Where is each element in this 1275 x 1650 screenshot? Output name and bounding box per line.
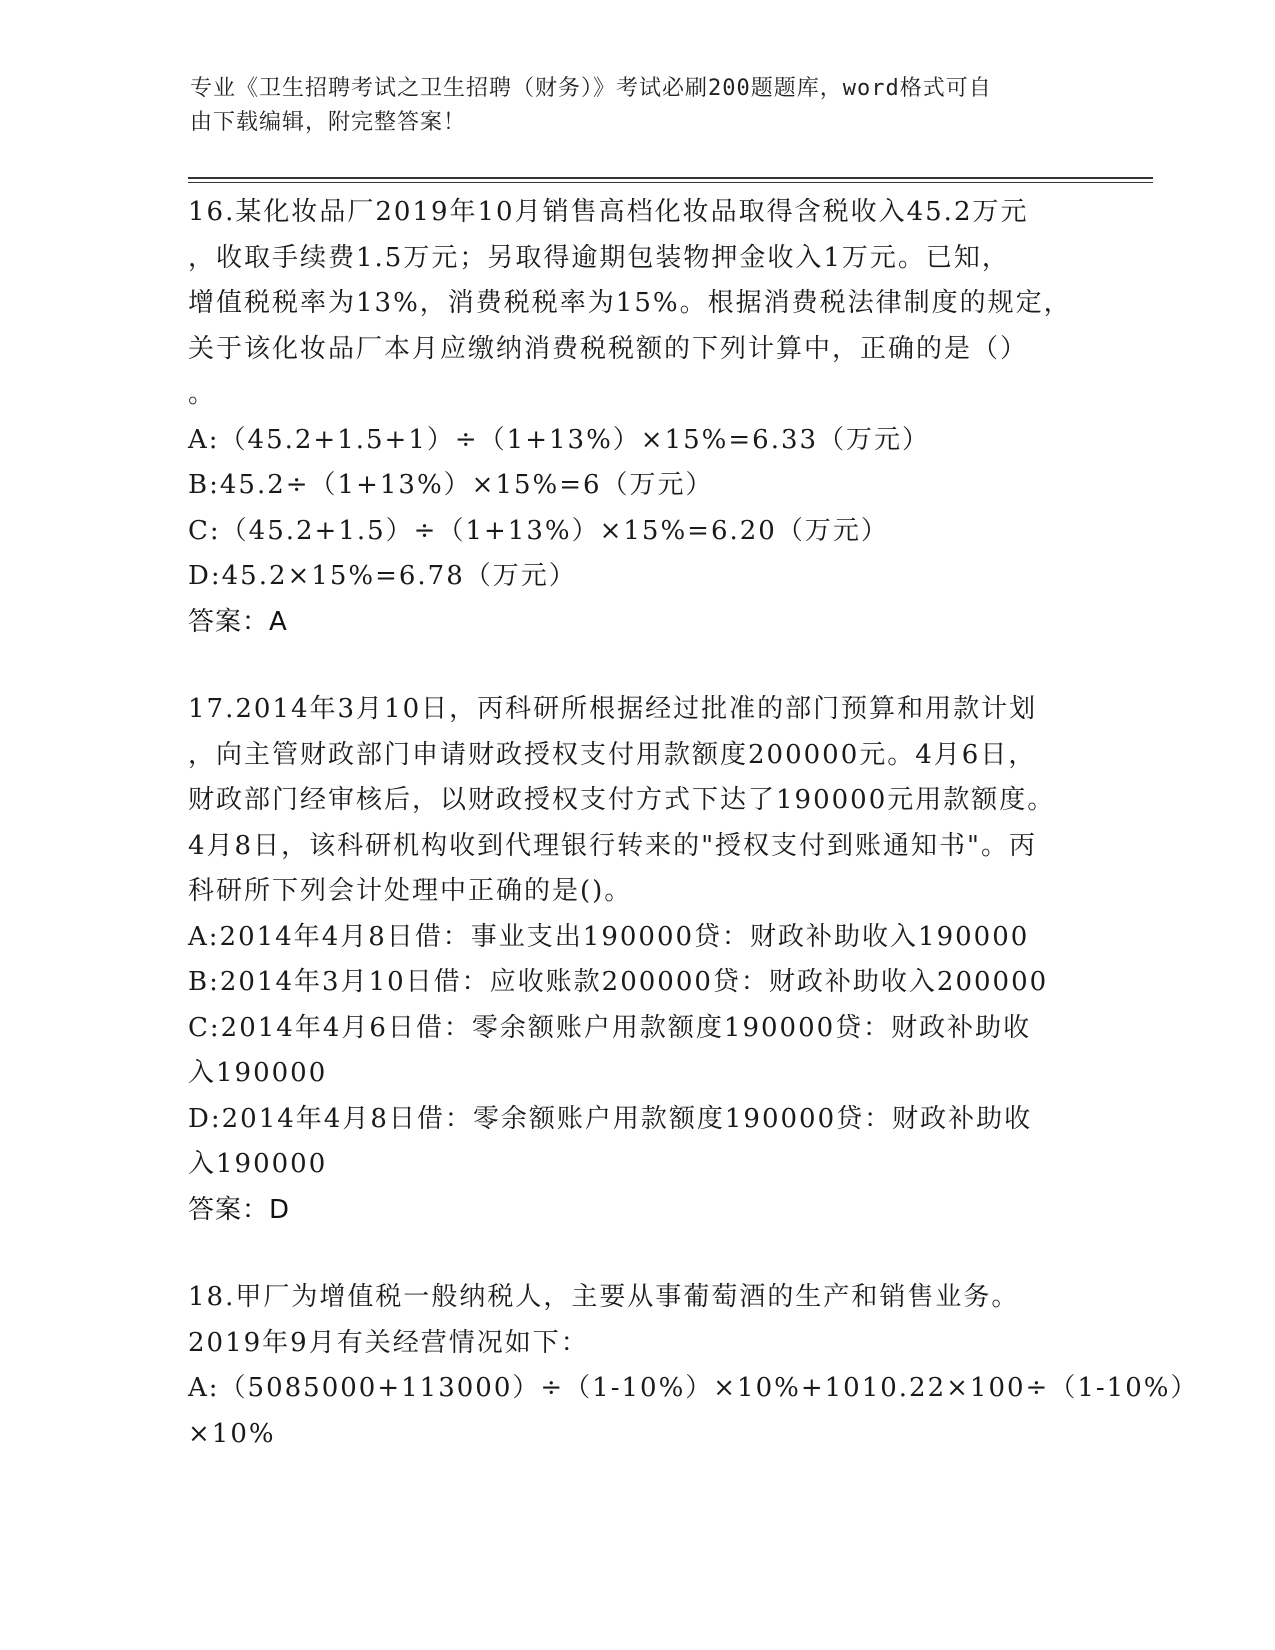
question-text-line: 4月8日，该科研机构收到代理银行转来的"授权支付到账通知书"。丙 [188,830,1038,861]
question-list [188,190,1199,1499]
header-line-1: 专业《卫生招聘考试之卫生招聘（财务）》考试必刷200题题库，word格式可自 [190,76,992,101]
option-a: A:（5085000+113000）÷（1-10%）×10%+1010.22×100÷（1-10%） [188,1373,1199,1403]
document-header [190,72,1070,140]
question-text-line: ，向主管财政部门申请财政授权支付用款额度200000元。4月6日， [188,739,1037,770]
answer-label: 答案：A [188,606,288,637]
question-text-line: 财政部门经审核后，以财政授权支付方式下达了190000元用款额度。 [188,785,1056,815]
option-a-continued: ×10% [188,1418,276,1449]
option-c: C:2014年4月6日借：零余额账户用款额度190000贷：财政补助收 [188,1012,1032,1043]
option-a: A:2014年4月8日借：事业支出190000贷：财政补助收入190000 [188,921,1030,952]
option-d: D:2014年4月8日借：零余额账户用款额度190000贷：财政补助收 [188,1103,1033,1134]
option-c: C:（45.2+1.5）÷（1+13%）×15%=6.20（万元） [188,515,889,546]
question-16 [188,190,1088,645]
question-text-line: 科研所下列会计处理中正确的是()。 [188,876,633,906]
option-a: A:（45.2+1.5+1）÷（1+13%）×15%=6.33（万元） [188,424,931,455]
header-line-2: 由下载编辑，附完整答案！ [190,110,467,135]
question-text-line: 16.某化妆品厂2019年10月销售高档化妆品取得含税收入45.2万元 [188,197,1029,227]
option-c-continued: 入190000 [188,1058,328,1088]
answer-label: 答案：D [188,1194,291,1225]
question-17 [188,687,1088,1233]
question-text-line: ，收取手续费1.5万元；另取得逾期包装物押金收入1万元。已知， [188,242,1010,273]
option-d-continued: 入190000 [188,1149,328,1179]
question-text-line: 17.2014年3月10日，丙科研所根据经过批准的部门预算和用款计划 [188,694,1038,724]
question-text-line: 2019年9月有关经营情况如下： [188,1327,589,1358]
option-d: D:45.2×15%=6.78（万元） [188,561,577,591]
header-divider-thin [188,182,1153,183]
question-18 [188,1275,1199,1457]
question-text-line: 18.甲厂为增值税一般纳税人，主要从事葡萄酒的生产和销售业务。 [188,1282,1020,1312]
option-b: B:2014年3月10日借：应收账款200000贷：财政补助收入200000 [188,967,1049,997]
question-text-line: 增值税税率为13%，消费税税率为15%。根据消费税法律制度的规定， [188,288,1072,318]
header-divider-thick [188,177,1153,179]
option-b: B:45.2÷（1+13%）×15%=6（万元） [188,470,714,500]
question-text-line: 。 [188,379,217,409]
question-text-line: 关于该化妆品厂本月应缴纳消费税税额的下列计算中，正确的是（） [188,333,1029,364]
